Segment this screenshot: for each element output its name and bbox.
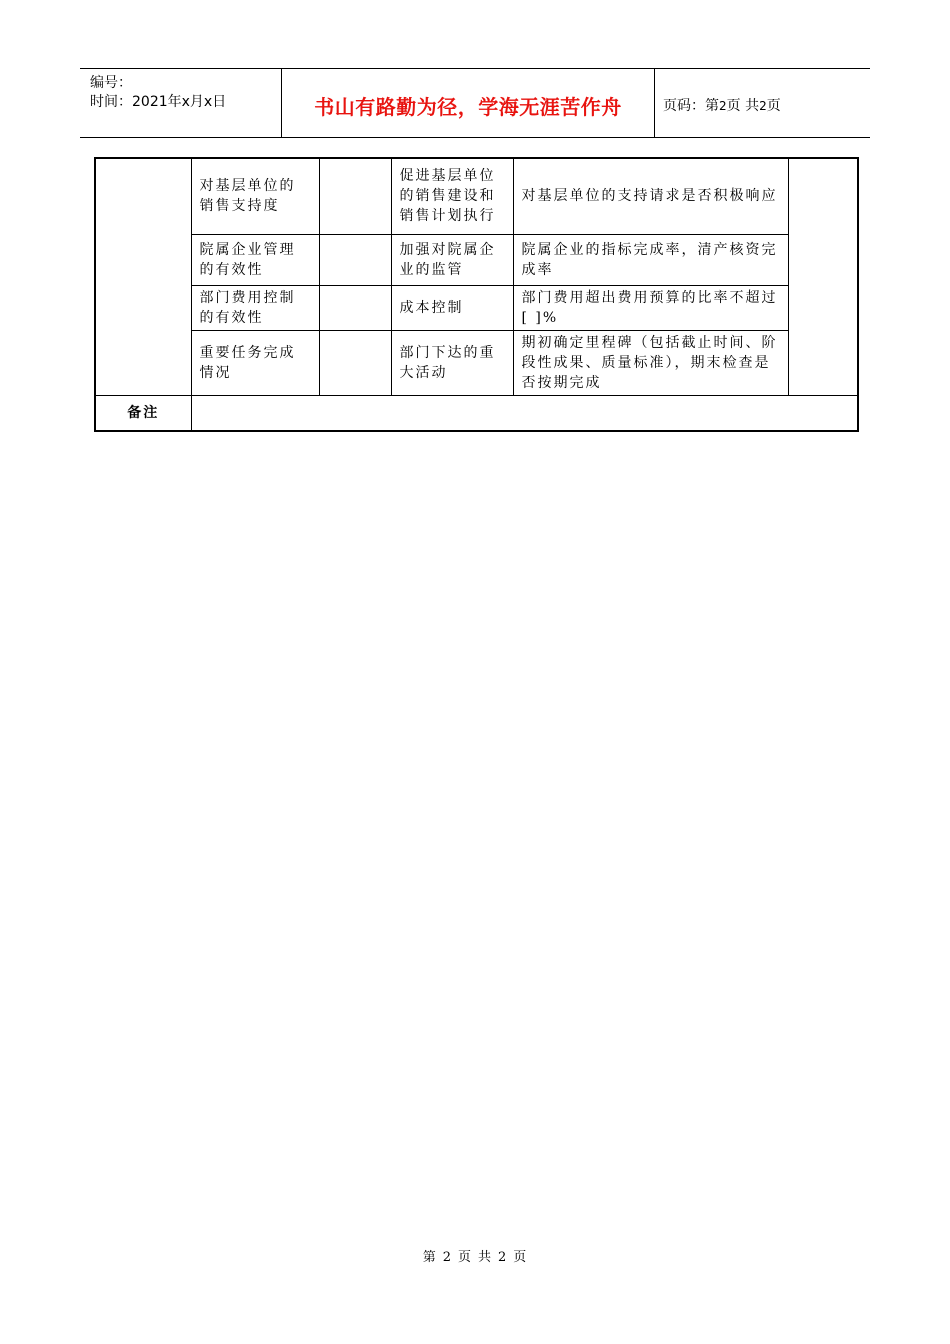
footer-page-number: 2 <box>442 1250 452 1265</box>
document-header <box>80 68 870 138</box>
page-footer <box>0 1246 950 1265</box>
note-label: 备注 <box>95 395 191 431</box>
page-indicator <box>663 95 781 115</box>
table-row <box>95 234 858 285</box>
note-content <box>191 395 858 431</box>
footer-p3: 页 <box>457 1250 472 1265</box>
table-row <box>95 285 858 330</box>
header-right-cell <box>655 69 870 137</box>
kpi-standard: 对基层单位的支持请求是否积极响应 <box>513 158 788 234</box>
kpi-item: 重要任务完成情况 <box>191 330 319 395</box>
footer-p1: 第 <box>422 1250 437 1265</box>
page-mid: 页 共 <box>726 98 760 114</box>
kpi-table <box>94 157 859 432</box>
kpi-standard: 部门费用超出费用预算的比率不超过[ ]% <box>513 285 788 330</box>
table-row <box>95 158 858 234</box>
kpi-standard: 院属企业的指标完成率，清产核资完成率 <box>513 234 788 285</box>
kpi-item: 院属企业管理的有效性 <box>191 234 319 285</box>
note-row <box>95 395 858 431</box>
kpi-target: 加强对院属企业的监管 <box>391 234 513 285</box>
page-number: 2 <box>719 99 727 113</box>
page-total: 2 <box>759 99 767 113</box>
document-number-label: 编号： <box>90 75 132 91</box>
category-cell <box>95 158 191 395</box>
weight-cell <box>319 158 391 234</box>
kpi-item: 对基层单位的销售支持度 <box>191 158 319 234</box>
kpi-standard: 期初确定里程碑（包括截止时间、阶段性成果、质量标准），期末检查是否按期完成 <box>513 330 788 395</box>
kpi-target: 成本控制 <box>391 285 513 330</box>
header-center-cell <box>281 69 655 137</box>
score-cell <box>788 158 858 395</box>
kpi-target: 促进基层单位的销售建设和销售计划执行 <box>391 158 513 234</box>
weight-cell <box>319 234 391 285</box>
table-row <box>95 330 858 395</box>
header-left-cell <box>80 69 280 137</box>
kpi-item: 部门费用控制的有效性 <box>191 285 319 330</box>
footer-page-total: 2 <box>498 1250 508 1265</box>
motto-banner: 书山有路勤为径，学海无涯苦作舟 <box>314 95 622 119</box>
footer-p6: 页 <box>513 1250 528 1265</box>
page-suffix: 页 <box>766 98 781 114</box>
document-date: 时间：2021年x月x日 <box>90 94 227 110</box>
weight-cell <box>319 285 391 330</box>
kpi-target: 部门下达的重大活动 <box>391 330 513 395</box>
footer-p4: 共 <box>478 1250 493 1265</box>
weight-cell <box>319 330 391 395</box>
page-prefix: 页码：第 <box>663 98 719 114</box>
